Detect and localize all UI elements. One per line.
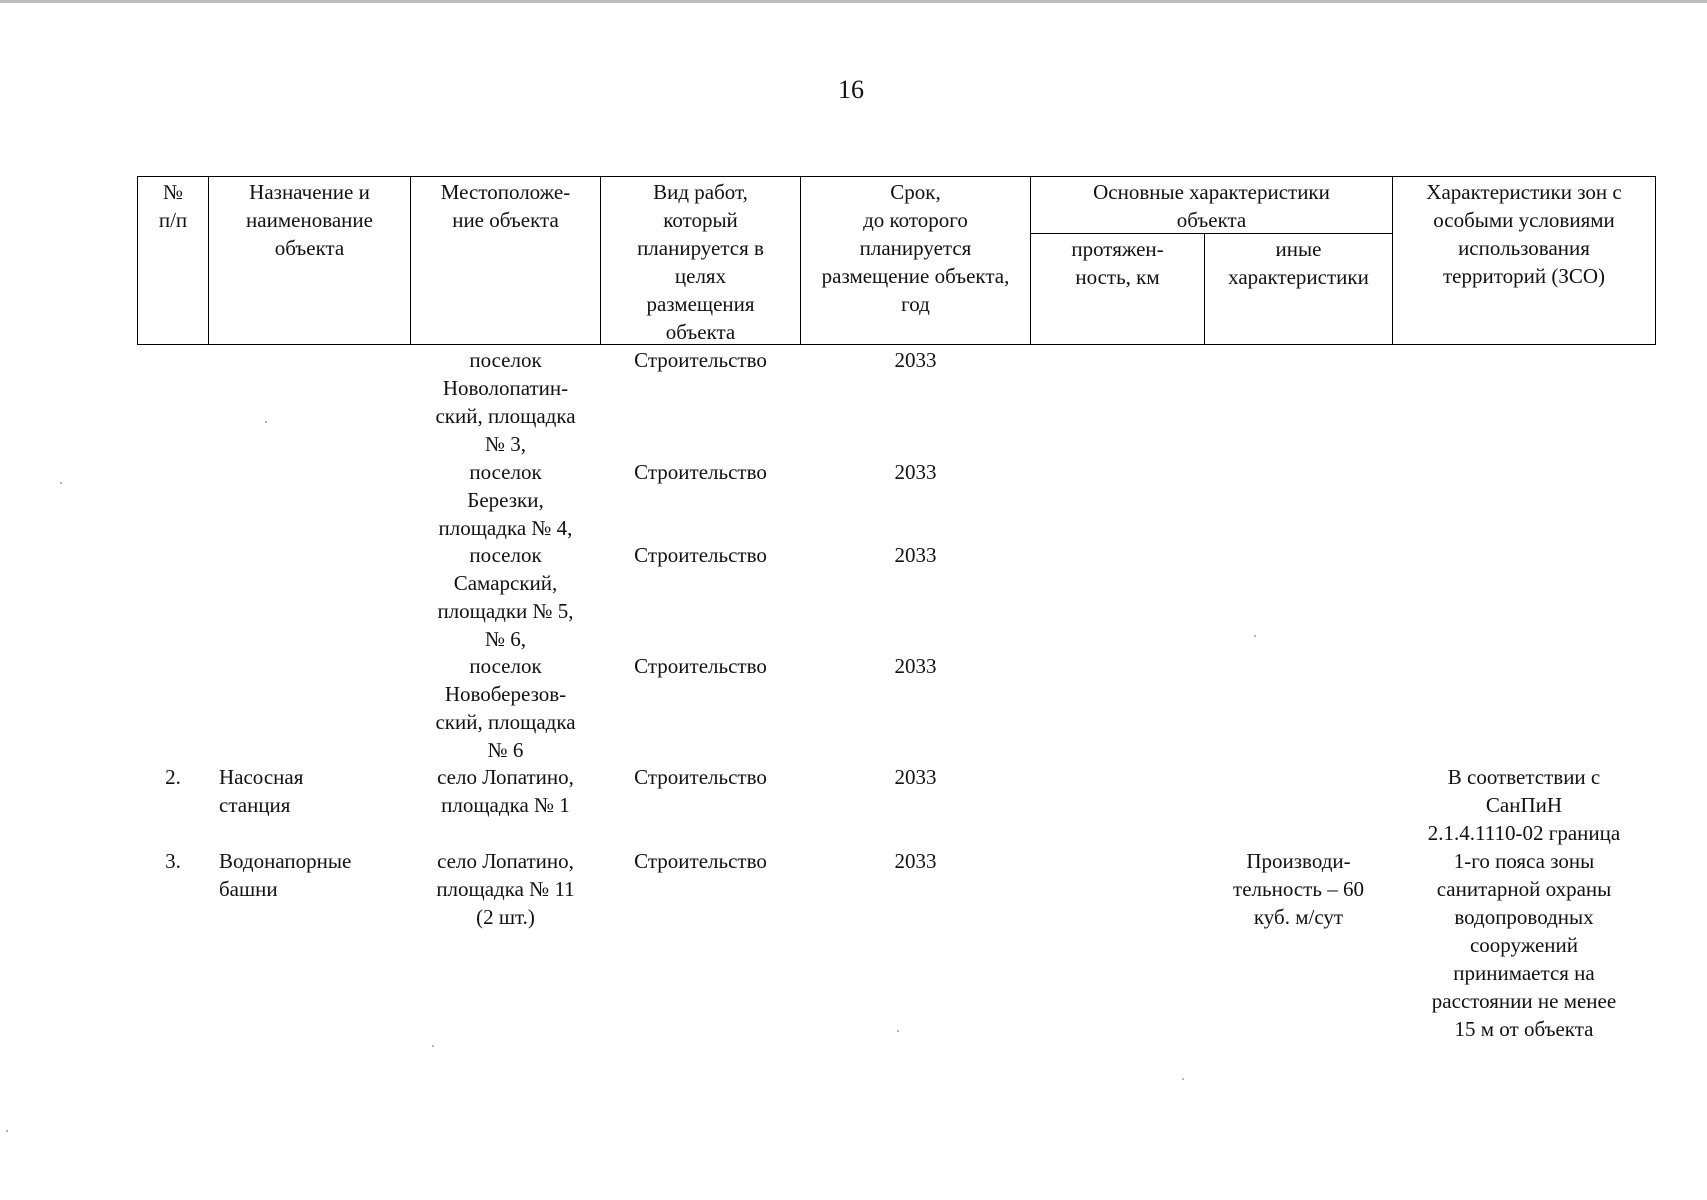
- cell-work-type: Строительство: [634, 460, 767, 484]
- cell-year: 2033: [894, 765, 937, 789]
- cell-work-type: Строительство: [634, 765, 767, 789]
- scan-speck: [432, 1045, 434, 1047]
- cell-location: поселок Самарский, площадки № 5, № 6,: [437, 543, 574, 651]
- cell-year: 2033: [894, 654, 937, 678]
- cell-year: 2033: [894, 460, 937, 484]
- cell-work-type: Строительство: [634, 654, 767, 678]
- scan-speck: [60, 482, 62, 484]
- cell-name: Водонапорные башни: [219, 849, 352, 901]
- scan-speck: [1254, 635, 1256, 637]
- scan-speck: [897, 1030, 899, 1032]
- cell-location: поселок Новолопатин- ский, площадка № 3,: [435, 348, 576, 456]
- cell-location: село Лопатино, площадка № 1: [437, 765, 574, 817]
- cell-zso-note: В соответствии с СанПиН 2.1.4.1110-02 граница 1-го пояса зоны санитарной охраны водопроводных сооружений принимается на расстоянии не менее 15 м от объекта: [1427, 765, 1621, 1041]
- scan-speck: [265, 421, 267, 423]
- col-border: [1655, 176, 1656, 345]
- scan-speck: [6, 1130, 8, 1132]
- header-main-characteristics: Основные характеристики объекта: [1093, 180, 1330, 232]
- cell-year: 2033: [894, 849, 937, 873]
- scan-speck: [1182, 1078, 1184, 1080]
- cell-work-type: Строительство: [634, 543, 767, 567]
- cell-location: поселок Новоберезов- ский, площадка № 6: [435, 654, 576, 762]
- header-top-border: [137, 176, 1656, 177]
- header-length: протяжен- ность, км: [1071, 237, 1164, 289]
- cell-location: село Лопатино, площадка № 11 (2 шт.): [436, 849, 575, 929]
- cell-work-type: Строительство: [634, 849, 767, 873]
- header-zones: Характеристики зон с особыми условиями использования территорий (ЗСО): [1426, 180, 1622, 288]
- header-name: Назначение и наименование объекта: [246, 180, 373, 260]
- cell-name: Насосная станция: [219, 765, 304, 817]
- cell-other-characteristics: Производи- тельность – 60 куб. м/сут: [1233, 849, 1364, 929]
- header-bottom-border: [137, 344, 1656, 345]
- cell-year: 2033: [894, 543, 937, 567]
- top-scan-edge: [0, 0, 1707, 3]
- cell-num: 3.: [165, 849, 181, 873]
- header-location: Местоположе- ние объекта: [440, 180, 571, 232]
- cell-location: поселок Березки, площадка № 4,: [438, 460, 573, 540]
- header-work-type: Вид работ, который планируется в целях размещения объекта: [637, 180, 764, 344]
- cell-work-type: Строительство: [634, 348, 767, 372]
- header-other: иные характеристики: [1228, 237, 1369, 289]
- page-number: 16: [838, 75, 864, 104]
- header-deadline: Срок, до которого планируется размещение объекта, год: [821, 180, 1010, 316]
- header-num: № п/п: [158, 180, 188, 232]
- cell-year: 2033: [894, 348, 937, 372]
- cell-num: 2.: [165, 765, 181, 789]
